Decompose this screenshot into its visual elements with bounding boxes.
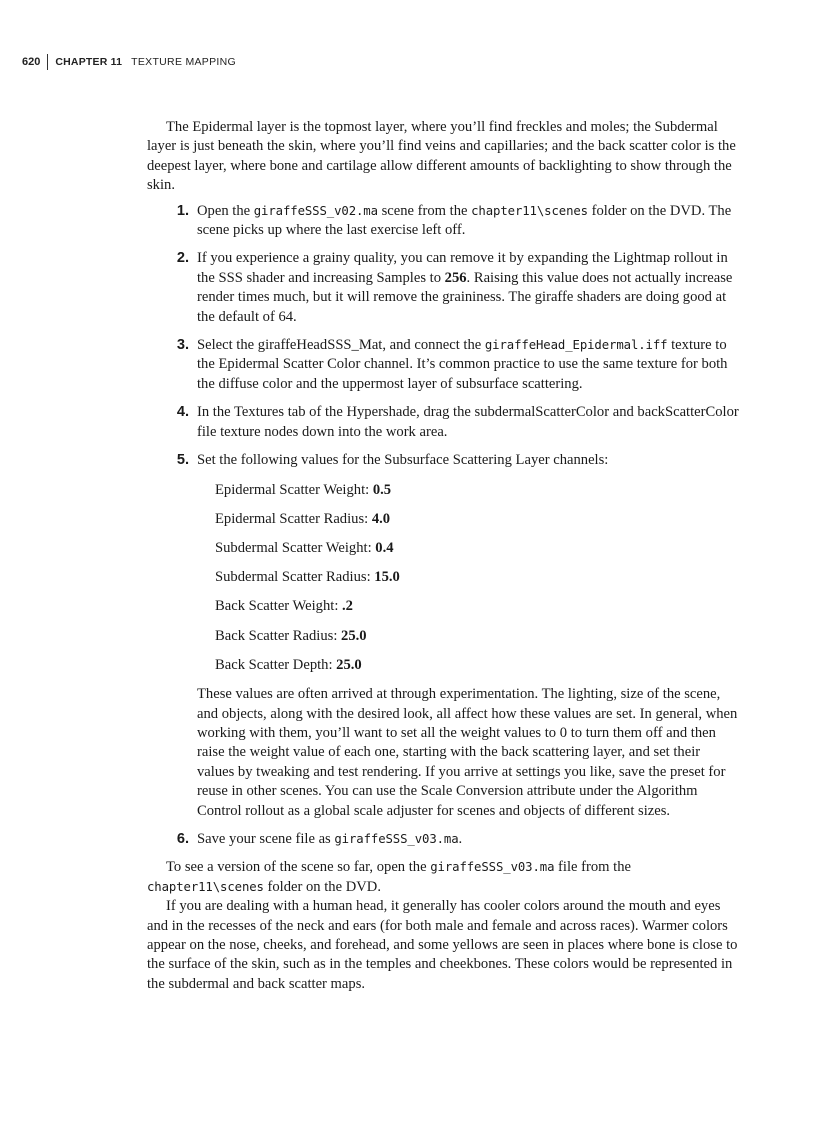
step-number: 3.	[176, 337, 189, 354]
code-filename: giraffeHead_Epidermal.iff	[484, 338, 668, 353]
code-folder: chapter11\scenes	[147, 879, 264, 894]
step-2	[147, 249, 740, 327]
step-number: 6.	[176, 830, 189, 847]
value-row: Subdermal Scatter Weight: 0.4	[215, 539, 394, 556]
intro-paragraph: The Epidermal layer is the topmost layer, where you’ll find freckles and moles; the Subdermal layer is just beneath the skin, where you’ll find veins and capillaries; and the back scatter color is the deepest layer, where bone and cartilage allow different amounts of backlighting to show through the skin.	[147, 119, 736, 194]
body-text	[147, 118, 740, 994]
running-head	[22, 55, 236, 69]
step-3	[147, 336, 740, 394]
step-text: Save your scene file as giraffeSSS_v03.ma.	[197, 830, 463, 847]
step-note: These values are often arrived at through experimentation. The lighting, size of the scene, and objects, along with the desired look, all affect how these values are set. In general, when working with them, you’ll want to set all the weight values to 0 to turn them off and then raise the weight value of each one, starting with the back scattering layer, and set their values by tweaking and test rendering. If you arrive at settings you like, save the preset for reuse in other scenes. You can use the Scale Conversion attribute under the Algorithm Control rollout as a global scale adjuster for scenes and objects of different sizes.	[197, 686, 738, 819]
step-5	[147, 451, 740, 821]
header-divider	[47, 54, 48, 70]
step-list	[147, 202, 740, 850]
value-row: Epidermal Scatter Radius: 4.0	[215, 510, 391, 527]
value-row: Back Scatter Weight: .2	[215, 598, 353, 615]
step-number: 2.	[176, 250, 189, 267]
value-row: Epidermal Scatter Weight: 0.5	[215, 481, 392, 498]
step-text: Select the giraffeHeadSSS_Mat, and connect the giraffeHead_Epidermal.iff texture to the Epidermal Scatter Color channel. It’s common practice to use the same texture for both the diffuse color and the uppermost layer of subsurface scattering.	[197, 337, 728, 392]
value-row: Back Scatter Depth: 25.0	[215, 656, 362, 673]
code-folder: chapter11\scenes	[471, 203, 588, 218]
step-text: If you experience a grainy quality, you can remove it by expanding the Lightmap rollout in the SSS shader and increasing Samples to 256. Raising this value does not actually increase render times much, but it will remove the graininess. The giraffe shaders are doing good at the default of 64.	[197, 250, 733, 325]
step-number: 4.	[176, 404, 189, 421]
value-row: Subdermal Scatter Radius: 15.0	[215, 569, 400, 586]
page-number: 620	[22, 56, 41, 68]
step-number: 1.	[176, 202, 189, 219]
human-head-paragraph: If you are dealing with a human head, it generally has cooler colors around the mouth and eyes and in the recesses of the neck and ears (for both male and female and across races). Warmer colors appear on the nose, cheeks, and forehead, and some yellows are seen in places where bone is close to the surface of the skin, such as in the temples and cheekbones. These colors would be represented in the subdermal and back scatter maps.	[147, 898, 738, 992]
step-text: Open the giraffeSSS_v02.ma scene from the chapter11\scenes folder on the DVD. The scene picks up where the last exercise left off.	[197, 202, 732, 239]
step-6	[147, 830, 740, 849]
value-list	[197, 481, 740, 676]
chapter-label: CHAPTER 11	[55, 56, 123, 68]
step-4	[147, 403, 740, 442]
code-filename: giraffeSSS_v03.ma	[334, 831, 459, 846]
code-filename: giraffeSSS_v02.ma	[253, 203, 378, 218]
code-filename: giraffeSSS_v03.ma	[430, 860, 555, 875]
value-row: Back Scatter Radius: 25.0	[215, 627, 367, 644]
dvd-note-paragraph: To see a version of the scene so far, open the giraffeSSS_v03.ma file from the chapter11\scenes folder on the DVD.	[147, 859, 631, 895]
step-text: Set the following values for the Subsurface Scattering Layer channels:	[197, 452, 609, 469]
step-number: 5.	[176, 452, 189, 469]
step-1	[147, 202, 740, 241]
chapter-title: TEXTURE MAPPING	[131, 56, 236, 68]
samples-value: 256	[444, 269, 467, 286]
step-text: In the Textures tab of the Hypershade, drag the subdermalScatterColor and backScatterColor file texture nodes down into the work area.	[197, 404, 739, 440]
